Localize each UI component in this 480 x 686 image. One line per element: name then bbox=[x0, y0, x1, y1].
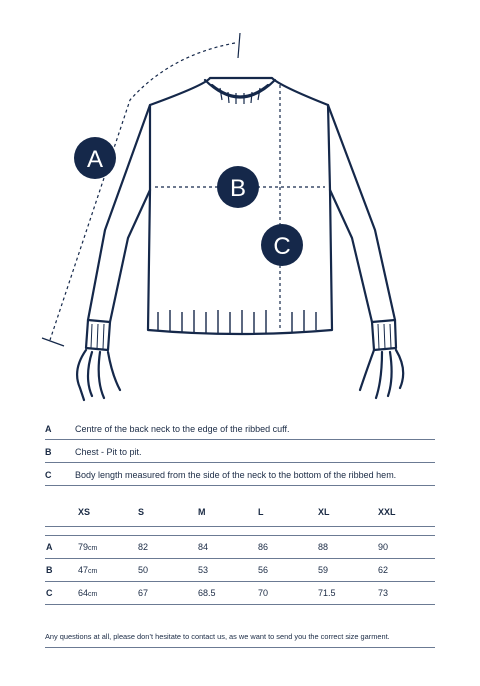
unit-label: cm bbox=[88, 568, 98, 575]
right-sleeve bbox=[328, 105, 395, 322]
table-cell: 82 bbox=[137, 536, 197, 559]
definition-row bbox=[45, 441, 435, 463]
sweater-collar bbox=[205, 80, 275, 98]
row-key: B bbox=[45, 559, 77, 582]
table-cell: 79cm bbox=[77, 536, 137, 559]
left-hand bbox=[77, 350, 120, 400]
size-header: XXL bbox=[377, 498, 435, 527]
definition-text: Body length measured from the side of the neck to the bottom of the ribbed hem. bbox=[75, 469, 397, 480]
row-key: C bbox=[45, 582, 77, 605]
svg-text:C: C bbox=[273, 233, 291, 260]
table-cell: 86 bbox=[257, 536, 317, 559]
svg-text:A: A bbox=[86, 146, 104, 173]
badge-a bbox=[74, 137, 116, 179]
unit-label: cm bbox=[88, 591, 98, 598]
svg-text:B: B bbox=[229, 175, 247, 202]
table-cell: 88 bbox=[317, 536, 377, 559]
table-cell: 84 bbox=[197, 536, 257, 559]
size-header: M bbox=[197, 498, 257, 527]
table-cell: 56 bbox=[257, 559, 317, 582]
measure-a-line bbox=[50, 43, 235, 340]
definition-key: B bbox=[45, 446, 52, 457]
measurement-definitions bbox=[45, 418, 435, 487]
badge-b bbox=[217, 166, 259, 208]
table-cell: 62 bbox=[377, 559, 435, 582]
size-header: S bbox=[137, 498, 197, 527]
size-table bbox=[45, 498, 435, 605]
definition-text: Chest - Pit to pit. bbox=[75, 446, 142, 457]
definition-key: A bbox=[45, 423, 52, 434]
table-row bbox=[45, 582, 435, 605]
unit-label: cm bbox=[88, 545, 98, 552]
definition-text: Centre of the back neck to the edge of the ribbed cuff. bbox=[75, 423, 290, 434]
table-cell: 50 bbox=[137, 559, 197, 582]
size-header: L bbox=[257, 498, 317, 527]
badge-c bbox=[261, 224, 303, 266]
definition-key: C bbox=[45, 469, 52, 480]
row-key: A bbox=[45, 536, 77, 559]
table-cell: 64cm bbox=[77, 582, 137, 605]
size-header: XL bbox=[317, 498, 377, 527]
table-cell: 90 bbox=[377, 536, 435, 559]
table-cell: 47cm bbox=[77, 559, 137, 582]
size-header-row bbox=[45, 498, 435, 527]
footer-note: Any questions at all, please don’t hesitate to contact us, as we want to send you the correct size garment. bbox=[45, 632, 435, 648]
table-cell: 59 bbox=[317, 559, 377, 582]
size-header: XS bbox=[77, 498, 137, 527]
definition-row bbox=[45, 464, 435, 486]
table-cell: 73 bbox=[377, 582, 435, 605]
table-cell: 70 bbox=[257, 582, 317, 605]
right-hand bbox=[360, 350, 403, 398]
table-cell: 68.5 bbox=[197, 582, 257, 605]
table-cell: 67 bbox=[137, 582, 197, 605]
definition-row bbox=[45, 418, 435, 440]
table-row bbox=[45, 536, 435, 559]
table-cell: 71.5 bbox=[317, 582, 377, 605]
table-cell: 53 bbox=[197, 559, 257, 582]
table-row bbox=[45, 559, 435, 582]
